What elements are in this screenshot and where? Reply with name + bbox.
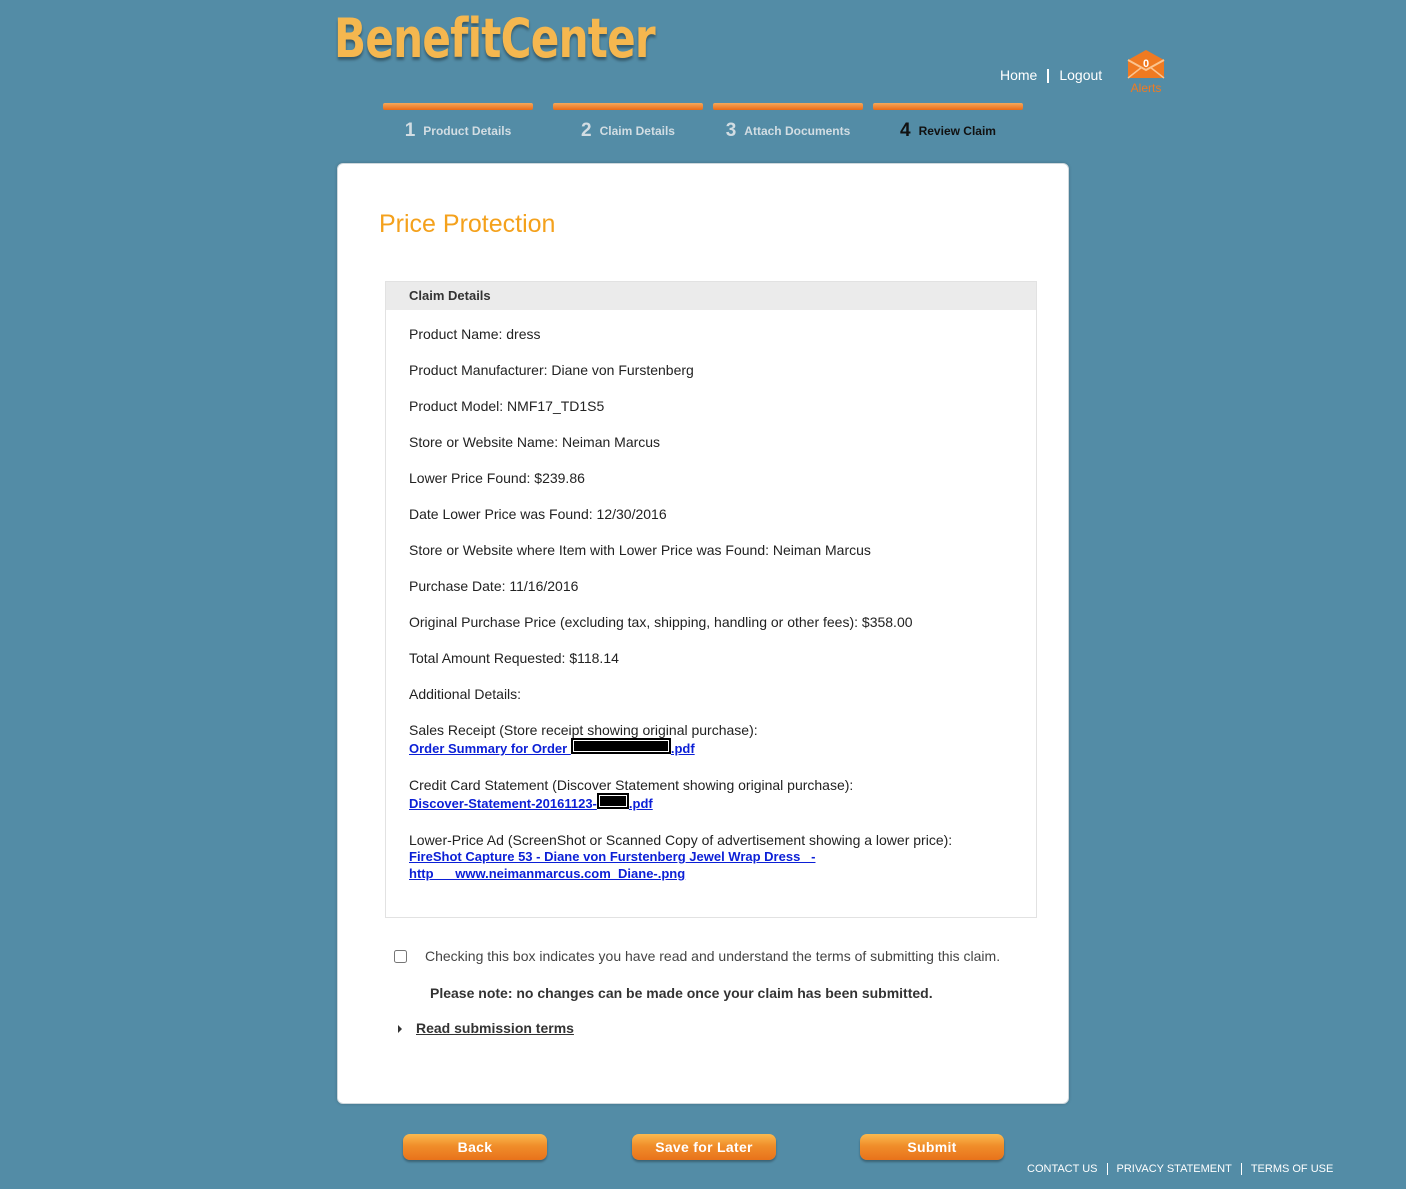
price-ad-link[interactable]: FireShot Capture 53 - Diane von Furstenberg Jewel Wrap Dress_ - http___www.neimanmarcus.com_Diane-.png	[409, 849, 816, 881]
field-product-manufacturer: Product Manufacturer: Diane von Furstenberg	[409, 362, 694, 378]
step-label: Review Claim	[918, 124, 996, 138]
field-lower-price: Lower Price Found: $239.86	[409, 470, 585, 486]
step-bar	[713, 103, 863, 110]
field-additional-details: Additional Details:	[409, 686, 522, 702]
contact-us-link[interactable]: CONTACT US	[1027, 1163, 1098, 1175]
step-number: 3	[725, 120, 737, 141]
step-bar	[873, 103, 1023, 110]
claim-details-body	[386, 310, 1036, 882]
triangle-right-icon	[398, 1025, 402, 1033]
step-label: Product Details	[423, 124, 512, 138]
field-product-model: Product Model: NMF17_TD1S5	[409, 398, 605, 414]
redaction-bar	[597, 793, 629, 809]
agreement-row	[394, 948, 1000, 964]
sales-receipt-link[interactable]: Order Summary for Order .pdf	[409, 741, 695, 756]
top-nav	[1000, 67, 1102, 83]
claim-review-panel	[337, 163, 1069, 1104]
step-number: 4	[900, 120, 911, 141]
attachment-label: Lower-Price Ad (ScreenShot or Scanned Copy of advertisement showing a lower price):	[409, 832, 953, 848]
field-purchase-date: Purchase Date: 11/16/2016	[409, 578, 579, 594]
alerts-label: Alerts	[1130, 81, 1162, 95]
claim-details-heading: Claim Details	[386, 282, 1036, 310]
field-store-name: Store or Website Name: Neiman Marcus	[409, 434, 661, 450]
attachment-price-ad	[409, 832, 1013, 882]
footer-divider	[1241, 1163, 1242, 1175]
step-label: Attach Documents	[744, 124, 851, 138]
page-title: Price Protection	[379, 210, 556, 238]
attachment-sales-receipt	[409, 722, 1013, 757]
read-terms-link[interactable]: Read submission terms	[416, 1020, 574, 1036]
save-for-later-button[interactable]: Save for Later	[632, 1134, 776, 1160]
agreement-text: Checking this box indicates you have read and understand the terms of submitting this claim.	[425, 948, 1001, 964]
step-attach-documents	[713, 103, 863, 142]
privacy-statement-link[interactable]: PRIVACY STATEMENT	[1116, 1163, 1232, 1175]
step-claim-details	[553, 103, 703, 142]
step-bar	[553, 103, 703, 110]
back-button[interactable]: Back	[403, 1134, 547, 1160]
logout-link[interactable]: Logout	[1059, 67, 1103, 83]
field-lower-price-store: Store or Website where Item with Lower Price was Found: Neiman Marcus	[409, 542, 871, 558]
terms-of-use-link[interactable]: TERMS OF USE	[1250, 1163, 1334, 1175]
footer-divider	[1107, 1163, 1108, 1175]
field-total-requested: Total Amount Requested: $118.14	[409, 650, 619, 666]
submit-button[interactable]: Submit	[860, 1134, 1004, 1160]
redaction-bar	[571, 738, 671, 754]
step-label: Claim Details	[599, 124, 675, 138]
alerts-button[interactable]	[1124, 48, 1168, 96]
terms-checkbox[interactable]	[394, 950, 407, 963]
step-number: 2	[581, 120, 592, 141]
alerts-count: 0	[1142, 58, 1150, 70]
step-number: 1	[404, 120, 416, 141]
claim-details-box	[385, 281, 1037, 918]
statement-link[interactable]: Discover-Statement-20161123- .pdf	[409, 796, 653, 811]
attachment-label: Credit Card Statement (Discover Statement showing original purchase):	[409, 777, 854, 793]
attachment-statement	[409, 777, 1013, 812]
field-product-name: Product Name: dress	[409, 326, 541, 342]
terms-toggle	[398, 1020, 574, 1036]
step-review-claim	[873, 103, 1023, 142]
footer-links	[1027, 1163, 1333, 1175]
submission-note: Please note: no changes can be made once your claim has been submitted.	[430, 985, 933, 1001]
field-date-lower-price: Date Lower Price was Found: 12/30/2016	[409, 506, 667, 522]
field-original-price: Original Purchase Price (excluding tax, shipping, handling or other fees): $358.00	[409, 614, 913, 630]
step-product-details	[383, 103, 533, 142]
step-bar	[383, 103, 533, 110]
benefitcenter-logo: BenefitCenter	[334, 7, 655, 70]
home-link[interactable]: Home	[1000, 67, 1038, 83]
attachment-label: Sales Receipt (Store receipt showing original purchase):	[409, 722, 758, 738]
nav-divider	[1047, 69, 1049, 83]
